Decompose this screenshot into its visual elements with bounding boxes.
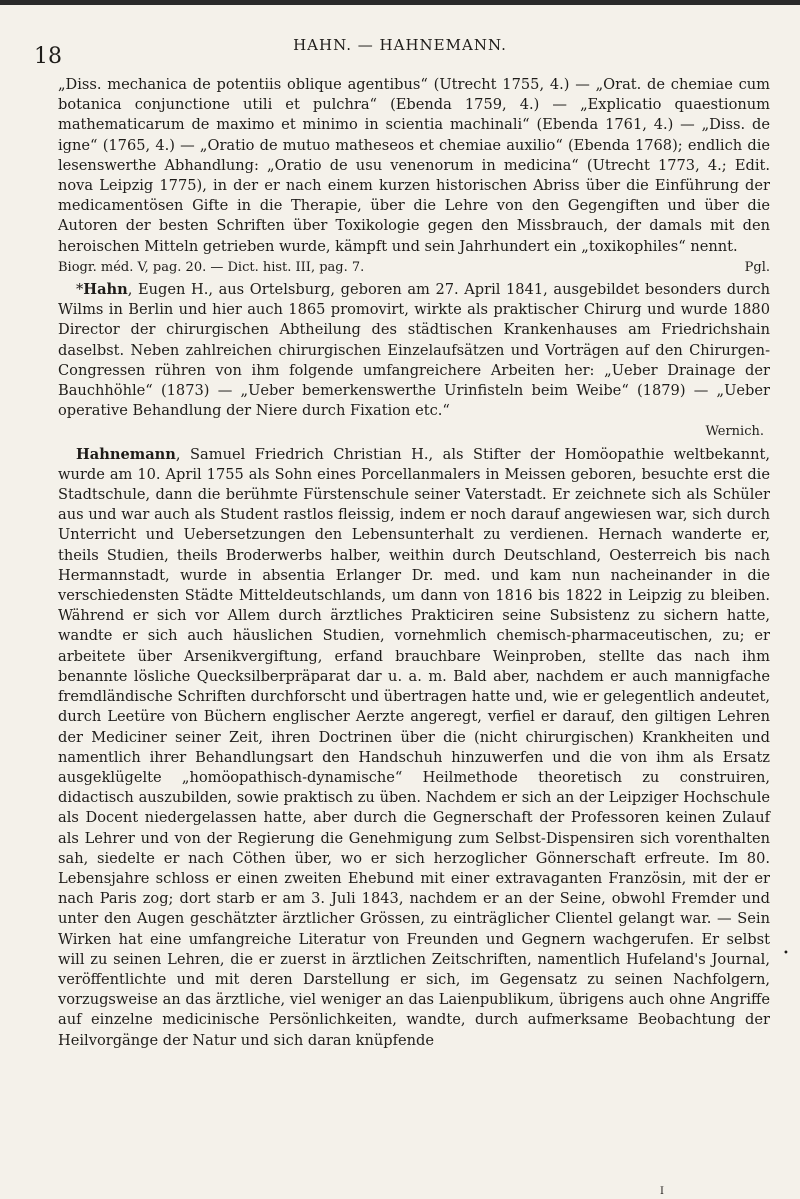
entry-hahnemann-text: , Samuel Friedrich Christian H., als Stifter der Homöopathie weltbekannt, wurde am 10. April 1755 als Sohn eines Porcellanmalers in Meissen geboren, besuchte erst die Stadtschule, dann die berühmte Fürstenschule seiner Vaterstadt. Er zeichnete sich als Schüler aus und war auch als Student rastlos fleissig, indem er noch darauf angewiesen war, sich durch Unterricht und Uebersetzungen den Lebensunterhalt zu verdienen. Hernach wanderte er, theils Studien, theils Broderwerbs halber, weithin durch Deutschland, Oesterreich bis nach Hermannstadt, wurde in absentia Erlanger Dr. med. und kam nun nacheinander in die verschiedensten Städte Mitteldeutschlands, um dann von 1816 bis 1822 in Leipzig zu bleiben. Während er sich vor Allem durch ärztliches Prakticiren seine Subsistenz zu sichern hatte, wandte er sich auch häuslichen Studien, vornehmlich chemisch-pharmaceutischen, zu; er arbeitete über Arsenikvergiftung, erfand brauchbare Weinproben, stellte das nach ihm benannte lösliche Quecksilberpräparat dar u. a. m. Bald aber, nachdem er auch mannigfache fremdländische Schriften durchforscht und übertragen hatte und, wie er gelegentlich andeutet, durch Leetüre von Büchern englischer Aerzte angeregt, verfiel er darauf, den giltigen Lehren der Mediciner seiner Zeit, ihren Doctrinen über die (nicht chirurgischen) Krankheiten und namentlich ihrer Behandlungsart den Handschuh hinzuwerfen und die von ihm als Ersatz ausgeklügelte „homöopathisch-dynamische“ Heilmethode theoretisch zu construiren, didactisch auszubilden, sowie praktisch zu üben. Nachdem er sich an der Leipziger Hochschule als Docent niedergelassen hatte, aber durch die Gegnerschaft der Professoren keinen Zulauf als Lehrer und von der Regierung die Genehmigung zum Selbst-Dispensiren sich vorenthalten sah, siedelte er nach Cöthen über, wo er sich herzoglicher Gönnerschaft erfreute. Im 80. Lebensjahre schloss er einen zweiten Ehebund mit einer extravaganten Französin, mit der er nach Paris zog; dort starb er am 3. Juli 1843, nachdem er an der Seine, obwohl Fremder und unter den Augen geschätzter ärztlicher Grössen, zu einträglicher Clientel gelangt war. — Sein Wirken hat eine umfangreiche Literatur von Freunden und Gegnern wachgerufen. Er selbst will zu seinen Lehren, die er zuerst in ärztlichen Zeitschriften, namentlich Hufeland's Journal, veröffentlichte und mit deren Darstellung er sich, im Gegensatz zu seinen Nachfolgern, vorzugsweise an das ärztliche, viel weniger an das Laienpublikum, übrigens auch ohne Angriffe auf einzelne medicinische Persönlichkeiten, wandte, durch aufmerksame Beobachtung der Heilvorgänge der Natur und sich daran knüpfende: [58, 445, 770, 1049]
page-body: [58, 75, 770, 1051]
entry-hahn: [58, 280, 770, 421]
page-number: 18: [34, 44, 62, 69]
entry-hahn-text: , Eugen H., aus Ortelsburg, geboren am 27. April 1841, ausgebildet besonders durch Wilms in Berlin und hier auch 1865 promovirt, wirkte als praktischer Chirurg und wurde 1880 Director der chirurgischen Abtheilung des städtischen Krankenhauses am Friedrichshain daselbst. Neben zahlreichen chirurgischen Einzelaufsätzen und Vorträgen auf den Chirurgen-Congressen rühren von ihm folgende umfangreichere Arbeiten her: „Ueber Drainage der Bauchhöhle“ (1873) — „Ueber bemerkenswerthe Urinfisteln beim Weibe“ (1879) — „Ueber operative Behandlung der Niere durch Fixation etc.“: [58, 281, 770, 420]
entry-hahn-signature: Wernich.: [705, 424, 764, 440]
entry-hahn-marker: *: [76, 281, 84, 299]
margin-mark-right: •: [783, 948, 789, 959]
top-rule: [0, 0, 800, 5]
paragraph-continued: „Diss. mechanica de potentiis oblique agentibus“ (Utrecht 1755, 4.) — „Orat. de chemiae cum botanica conjunctione utili et pulchra“ (Ebenda 1759, 4.) — „Explicatio quaestionum mathematicarum de maximo et minimo in scientia machinali“ (Ebenda 1761, 4.) — „Diss. de igne“ (1765, 4.) — „Oratio de mutuo matheseos et chemiae auxilio“ (Ebenda 1768); endlich die lesenswerthe Abhandlung: „Oratio de usu venenorum in medicina“ (Utrecht 1773, 4.; Edit. nova Leipzig 1775), in der er nach einem kurzen historischen Abriss über die Einführung der medicamentösen Gifte in die Therapie, über die Lehre von den Gegengiften und über die Autoren der besten Schriften über Toxikologie gegen den Missbrauch, der damals mit den heroischen Mitteln getrieben wurde, kämpft und sein Jahrhundert ein „toxikophiles“ nennt.: [58, 76, 770, 255]
bibliography-source: Biogr. méd. V, pag. 20. — Dict. hist. III, pag. 7.: [58, 259, 365, 275]
entry-hahnemann-headword: Hahnemann: [76, 445, 176, 463]
running-head: HAHN. — HAHNEMANN.: [293, 36, 507, 54]
bibliography-signature: Pgl.: [744, 259, 770, 275]
entry-hahnemann: [58, 445, 770, 1051]
entry-hahn-headword: Hahn: [83, 281, 128, 299]
bibliography-line: [58, 258, 770, 278]
margin-mark-bottom: I: [660, 1186, 664, 1197]
